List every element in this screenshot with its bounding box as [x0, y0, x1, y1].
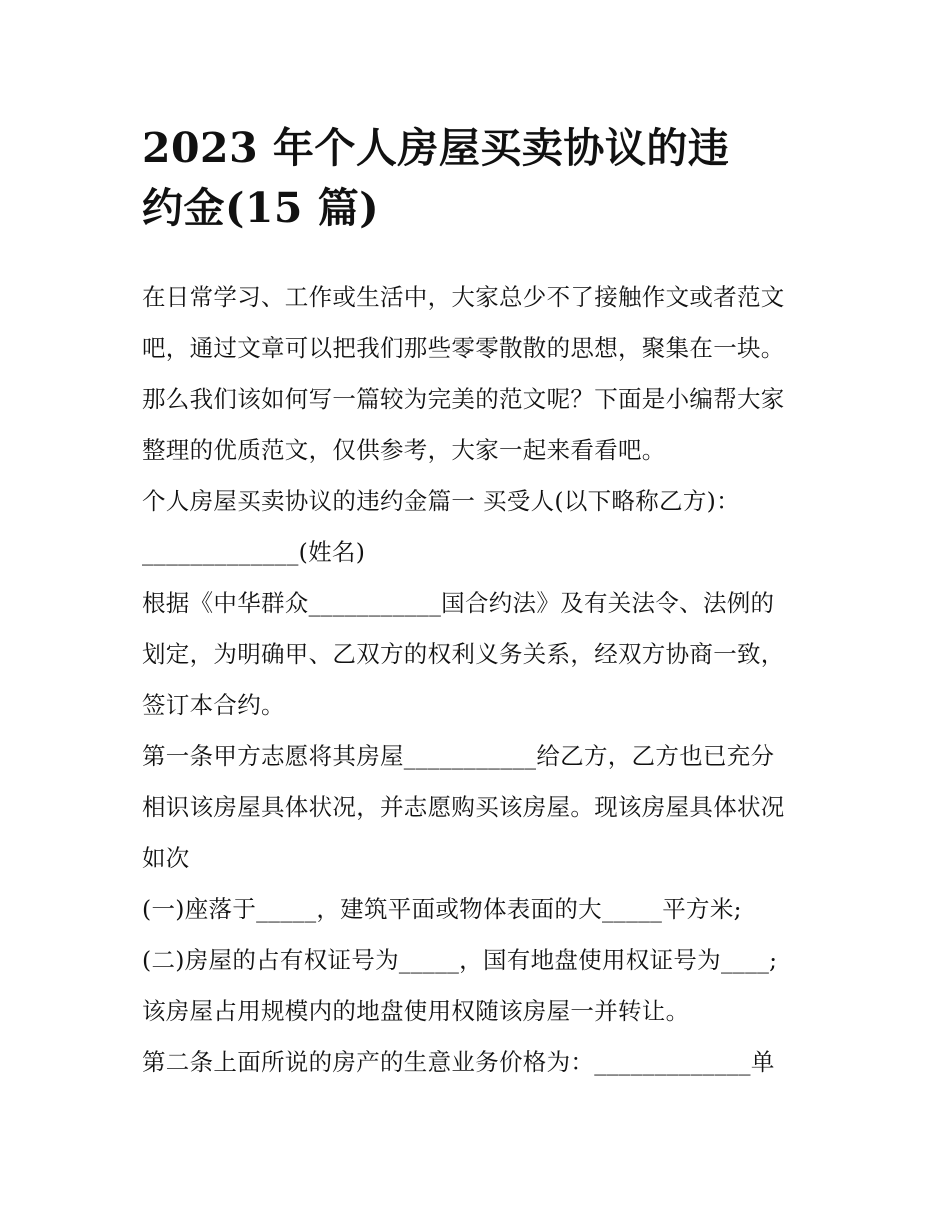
document-body: [142, 272, 822, 1088]
body-line: 该房屋占用规模内的地盘使用权随该房屋一并转让。: [142, 997, 690, 1025]
body-line: 第二条上面所说的房产的生意业务价格为：_____________单: [142, 1048, 775, 1076]
title-line: 2023 年个人房屋买卖协议的违: [142, 124, 730, 172]
body-line: 整理的优质范文，仅供参考，大家一起来看看吧。: [142, 436, 666, 464]
body-line: 签订本合约。: [142, 691, 285, 719]
body-line: 第一条甲方志愿将其房屋___________给乙方，乙方也已充分: [142, 742, 775, 770]
document-page: [142, 118, 822, 1088]
body-line: _____________(姓名): [142, 538, 366, 566]
body-line: 个人房屋买卖协议的违约金篇一 买受人(以下略称乙方)：: [142, 487, 740, 515]
body-line: 如次: [142, 844, 190, 872]
document-title: [142, 118, 822, 238]
body-line: 划定，为明确甲、乙双方的权利义务关系，经双方协商一致，: [142, 640, 785, 668]
title-line: 约金(15 篇): [142, 184, 380, 232]
body-line: 相识该房屋具体状况，并志愿购买该房屋。现该房屋具体状况: [142, 793, 785, 821]
body-line: (二)房屋的占有权证号为_____，国有地盘使用权证号为____;: [142, 946, 778, 974]
body-line: 在日常学习、工作或生活中，大家总少不了接触作文或者范文: [142, 283, 785, 311]
body-line: 根据《中华群众___________国合约法》及有关法令、法例的: [142, 589, 775, 617]
body-line: 吧，通过文章可以把我们那些零零散散的思想，聚集在一块。: [142, 334, 785, 362]
body-line: (一)座落于_____，建筑平面或物体表面的大_____平方米;: [142, 895, 742, 923]
body-line: 那么我们该如何写一篇较为完美的范文呢？下面是小编帮大家: [142, 385, 785, 413]
